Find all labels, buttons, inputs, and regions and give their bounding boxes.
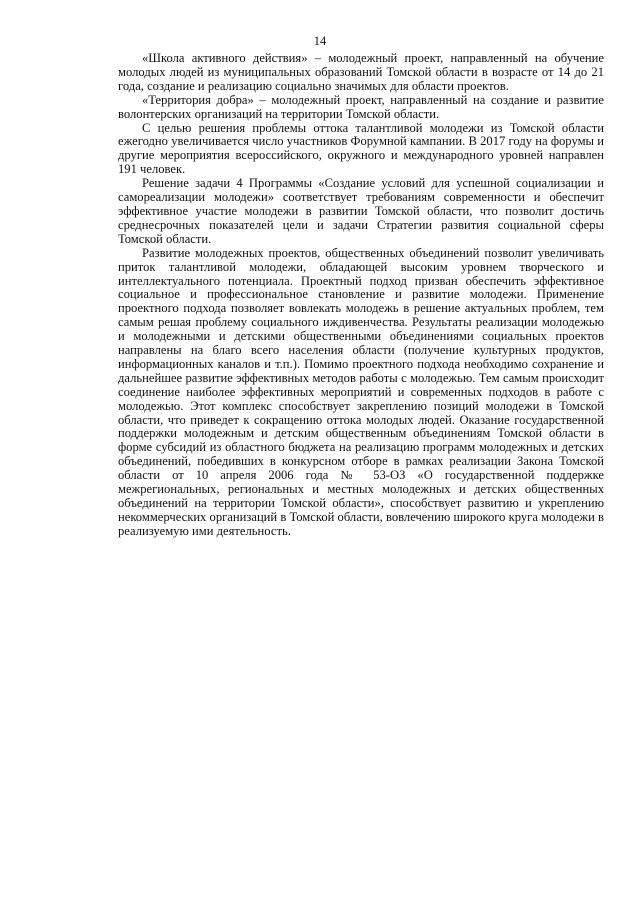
- paragraph-youth-outflow: С целью решения проблемы оттока талантливой молодежи из Томской области ежегодно увеличивается число участников Форумной кампании. В 2017 году на форумы и другие мероприятия всероссийского, окружного и международного уровней направлен 191 человек.: [118, 120, 604, 177]
- document-body: [118, 52, 604, 539]
- paragraph-school-of-active-action: «Школа активного действия» – молодежный проект, направленный на обучение молодых людей из муниципальных образований Томской области в возрасте от 14 до 21 года, создание и реализацию социально значимых для области проектов.: [118, 51, 604, 93]
- paragraph-task-4: Решение задачи 4 Программы «Создание условий для успешной социализации и самореализации молодежи» соответствует требованиям современности и обеспечит эффективное участие молодежи в развитии Томской области, что позволит достичь среднесрочных показателей цели и задачи Стратегии развития социальной сферы Томской области.: [118, 176, 604, 246]
- page-number: 14: [313, 34, 327, 48]
- paragraph-youth-projects: Развитие молодежных проектов, общественных объединений позволит увеличивать приток талантливой молодежи, обладающей высоким уровнем творческого и интеллектуального потенциала. Проектный подход призван обеспечить эффективное социальное и профессиональное становление и развитие молодежи. Применение проектного подхода позволяет вовлекать молодежь в решение актуальных проблем, тем самым решая проблему социального иждивенчества. Результаты реализации молодежью и молодежными и детскими общественными объединениями социальных проектов направлены на благо всего населения области (получение культурных продуктов, информационных каналов и т.п.). Помимо проектного подхода необходимо сохранение и дальнейшее развитие эффективных методов работы с молодежью. Тем самым происходит соединение наиболее эффективных мероприятий и современных подходов в работе с молодежью. Этот комплекс способствует закреплению позиций молодежи в Томской области, что приведет к сокращению оттока молодых людей. Оказание государственной поддержки молодежным и детским общественным объединениям Томской области в форме субсидий из областного бюджета на реализацию программ молодежных и детских объединений, победивших в конкурсном отборе в рамках реализации Закона Томской области от 10 апреля 2006 года № 53-ОЗ «О государственной поддержке межрегиональных, региональных и местных молодежных и детских общественных объединений на территории Томской области», способствует развитию и укреплению некоммерческих организаций в Томской области, вовлечению широкого круга молодежи в реализуемую ими деятельность.: [118, 245, 604, 538]
- paragraph-territory-of-good: «Территория добра» – молодежный проект, направленный на создание и развитие волонтерских организаций на территории Томской области.: [118, 92, 604, 121]
